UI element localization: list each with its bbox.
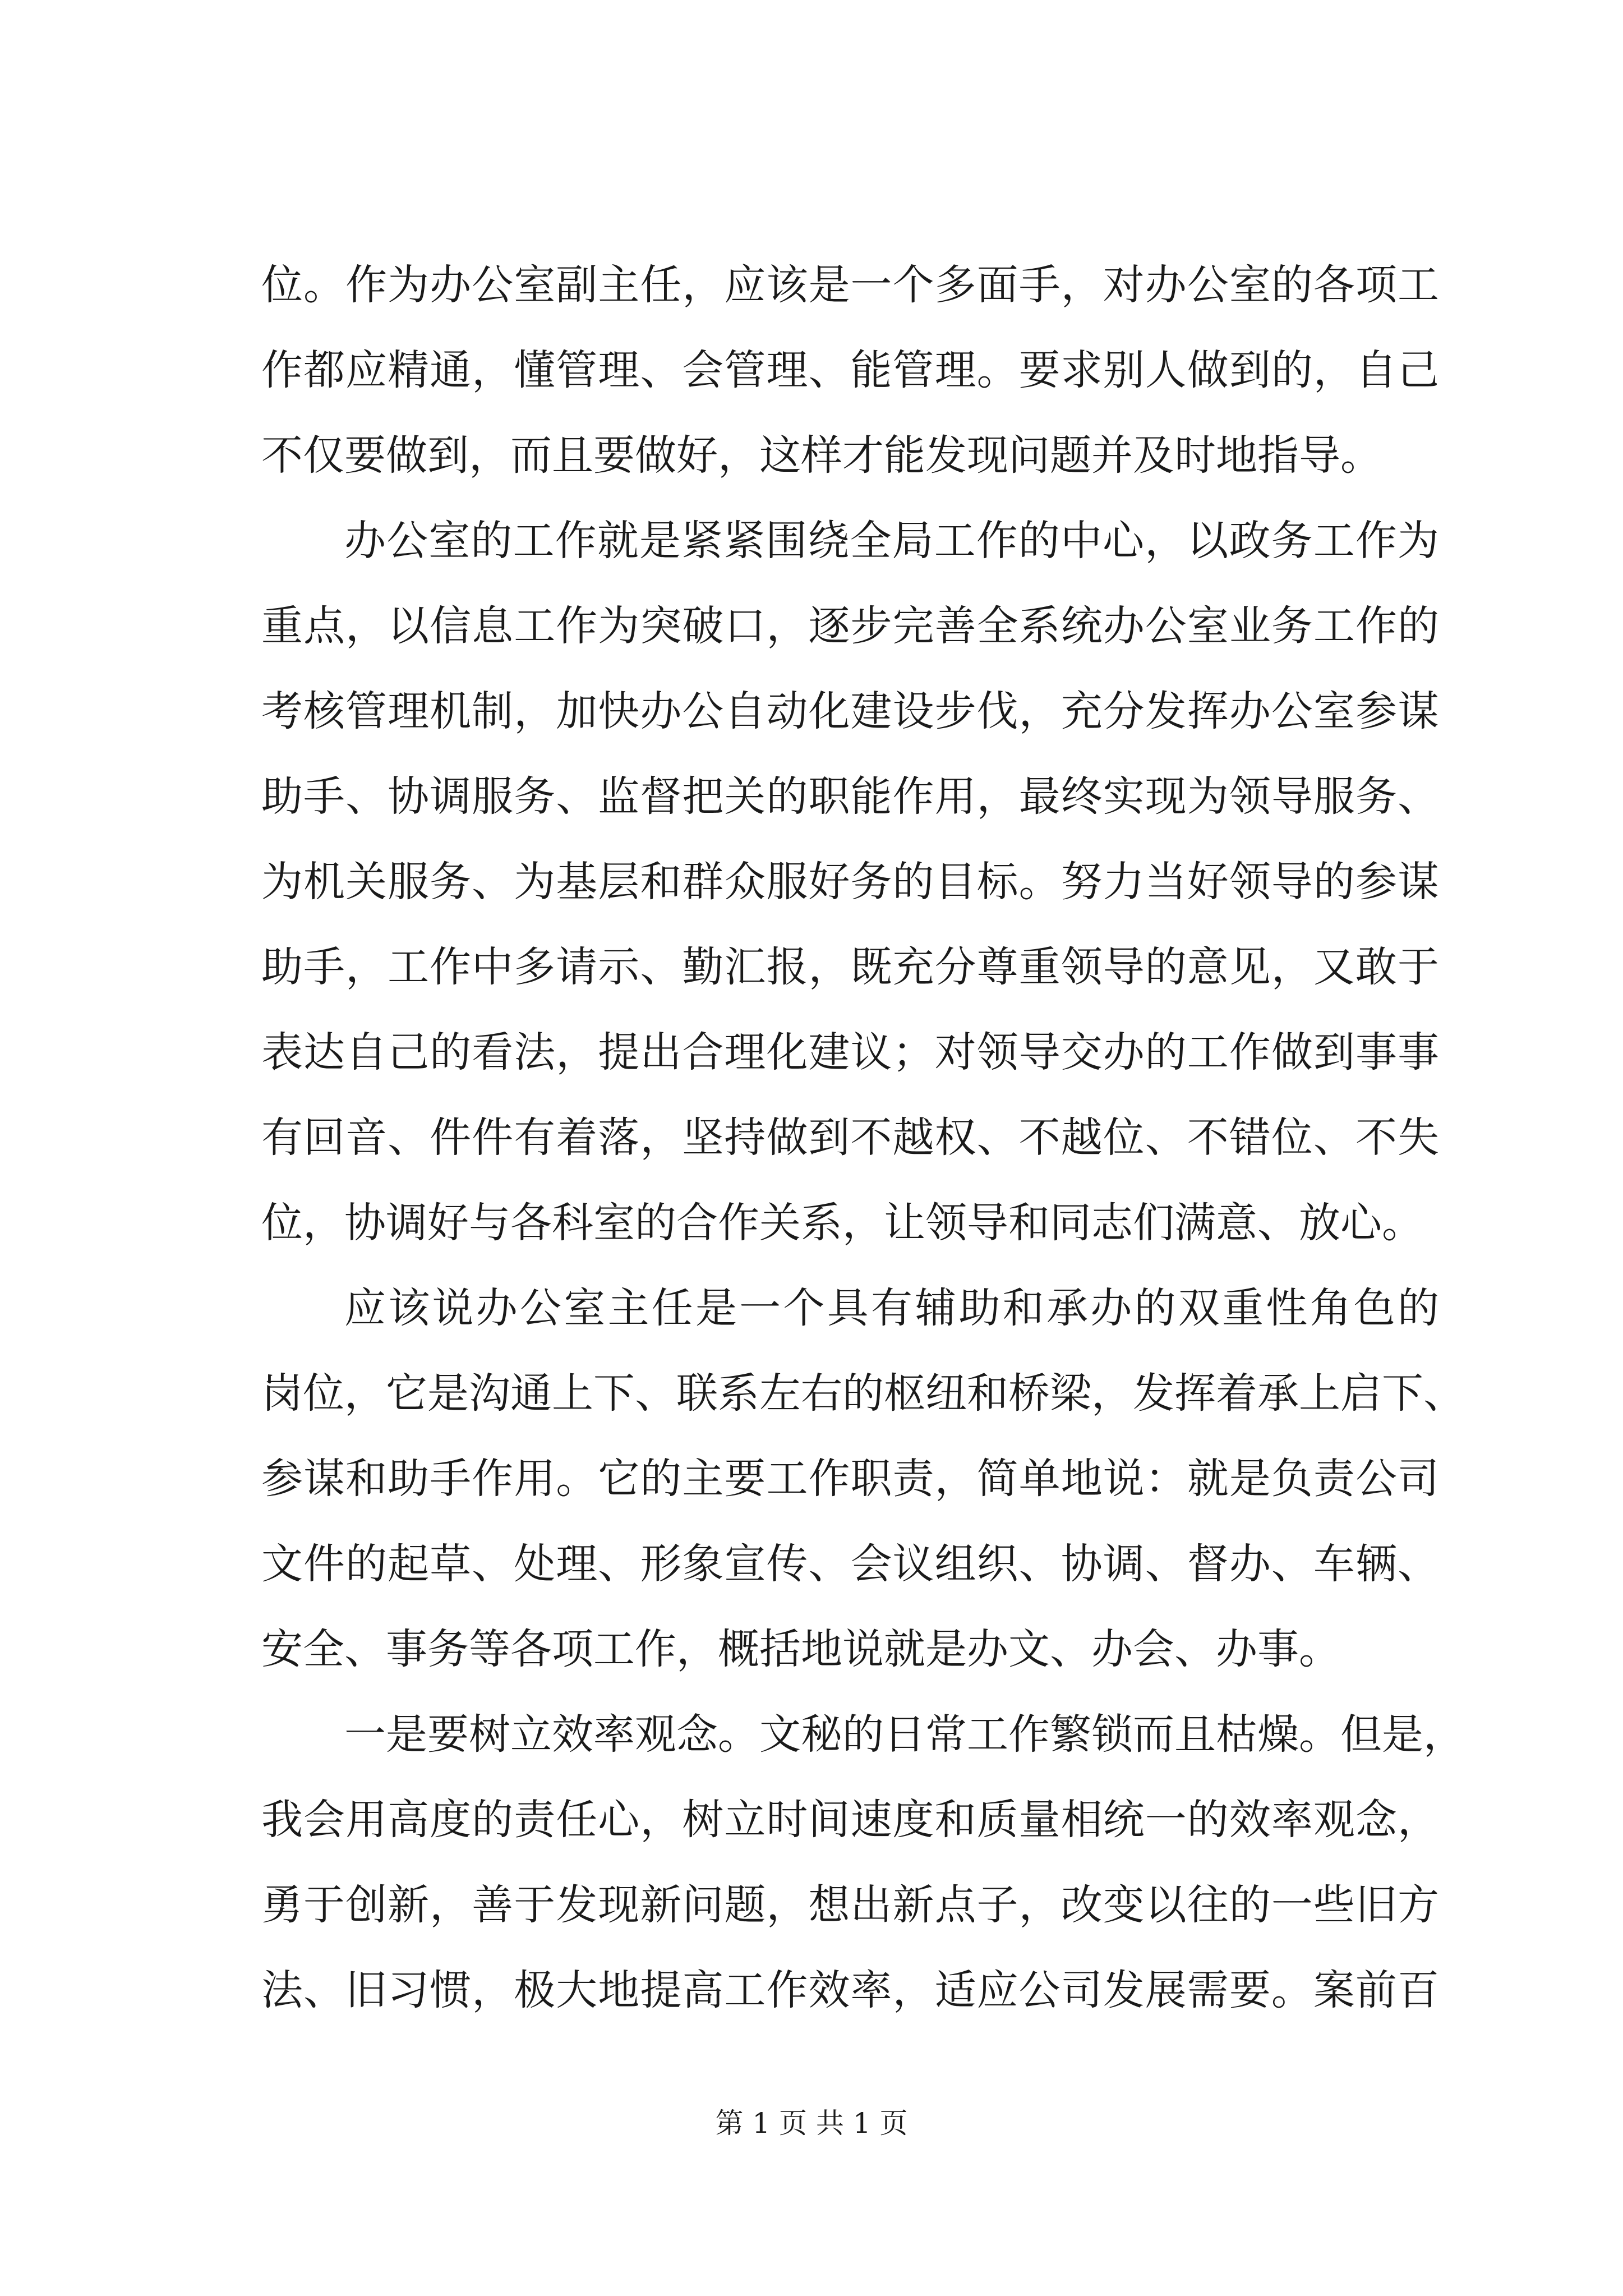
text-line: 文件的起草、处理、形象宣传、会议组织、协调、督办、车辆、 xyxy=(261,1540,1439,1588)
text-line: 勇于创新，善于发现新问题，想出新点子，改变以往的一些旧方 xyxy=(261,1881,1439,1929)
text-line: 法、旧习惯，极大地提高工作效率，适应公司发展需要。案前百 xyxy=(261,1966,1439,2014)
text-line: 位，协调好与各科室的合作关系，让领导和同志们满意、放心。 xyxy=(261,1199,1423,1247)
page-number-footer: 第 1 页 共 1 页 xyxy=(715,2107,908,2139)
text-line: 重点，以信息工作为突破口，逐步完善全系统办公室业务工作的 xyxy=(261,602,1439,650)
text-line: 位。作为办公室副主任，应该是一个多面手，对办公室的各项工 xyxy=(261,261,1439,309)
text-line: 不仅要做到，而且要做好，这样才能发现问题并及时地指导。 xyxy=(261,431,1382,480)
text-line: 作都应精通，懂管理、会管理、能管理。要求别人做到的，自己 xyxy=(261,346,1439,394)
text-line: 表达自己的看法，提出合理化建议；对领导交办的工作做到事事 xyxy=(261,1028,1439,1076)
paragraph-1 xyxy=(261,242,1439,498)
text-line: 助手，工作中多请示、勤汇报，既充分尊重领导的意见，又敢于 xyxy=(261,943,1439,991)
paragraph-4 xyxy=(261,1692,1465,2033)
text-line: 参谋和助手作用。它的主要工作职责，简单地说：就是负责公司 xyxy=(261,1455,1439,1503)
text-line: 为机关服务、为基层和群众服好务的目标。努力当好领导的参谋 xyxy=(261,858,1439,906)
text-line: 办公室的工作就是紧紧围绕全局工作的中心，以政务工作为 xyxy=(344,517,1439,565)
text-line: 助手、协调服务、监督把关的职能作用，最终实现为领导服务、 xyxy=(261,772,1439,821)
document-body xyxy=(261,242,1465,2049)
text-line: 应该说办公室主任是一个具有辅助和承办的双重性角色的 xyxy=(344,1284,1439,1332)
text-line: 岗位，它是沟通上下、联系左右的枢纽和桥梁，发挥着承上启下、 xyxy=(261,1369,1465,1418)
text-line: 考核管理机制，加快办公自动化建设步伐，充分发挥办公室参谋 xyxy=(261,687,1439,735)
text-line: 有回音、件件有着落，坚持做到不越权、不越位、不错位、不失 xyxy=(261,1114,1439,1162)
text-line: 安全、事务等各项工作，概括地说就是办文、办会、办事。 xyxy=(261,1625,1340,1673)
paragraph-2 xyxy=(261,498,1439,1266)
paragraph-3 xyxy=(261,1266,1465,1692)
text-line: 我会用高度的责任心，树立时间速度和质量相统一的效率观念， xyxy=(261,1796,1439,1844)
text-line: 一是要树立效率观念。文秘的日常工作繁锁而且枯燥。但是， xyxy=(344,1710,1465,1759)
